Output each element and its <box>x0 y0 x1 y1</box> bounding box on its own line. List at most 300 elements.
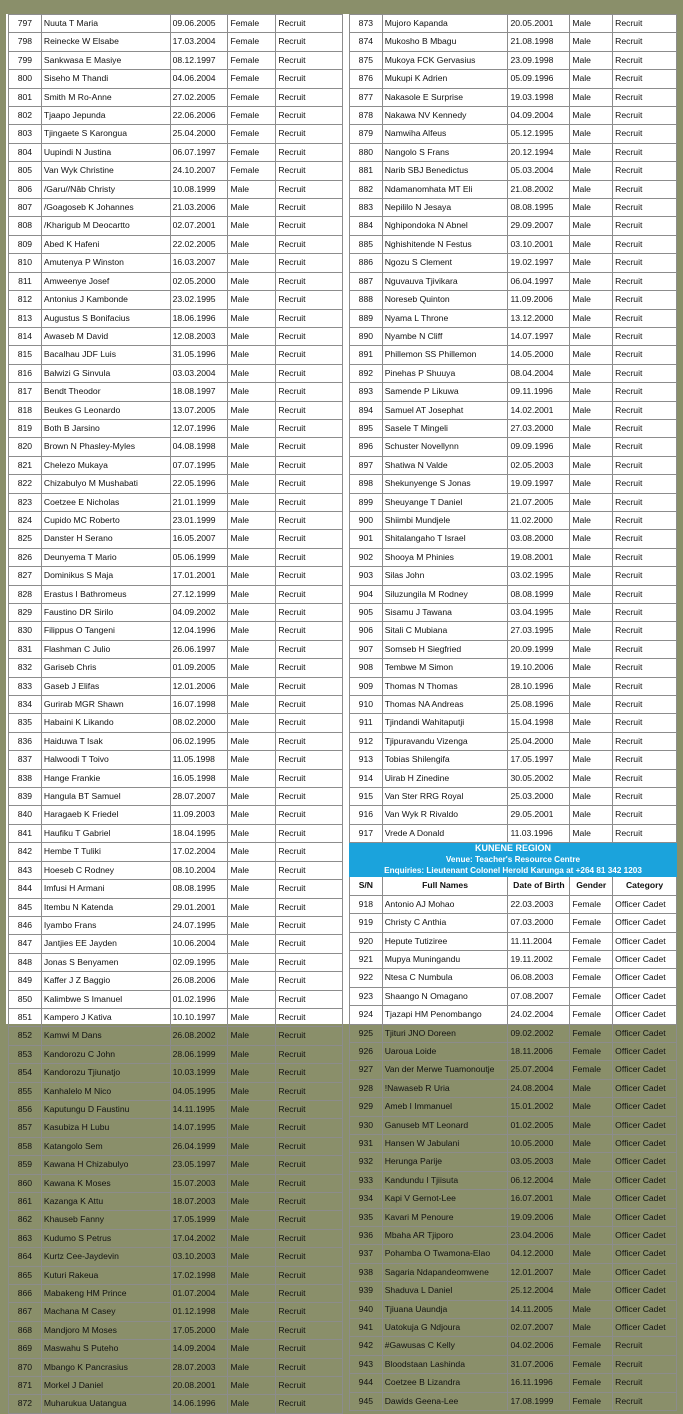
full-name-cell: Kasubiza H Lubu <box>41 1119 170 1137</box>
table-row <box>350 932 677 950</box>
date-of-birth-cell: 18.08.1997 <box>170 383 228 401</box>
date-of-birth-cell: 24.02.2004 <box>508 1006 570 1024</box>
full-name-cell: Hembe T Tuliki <box>41 843 170 861</box>
date-of-birth-cell: 11.11.2004 <box>508 932 570 950</box>
full-name-cell: Tjindandi Wahitaputji <box>382 714 508 732</box>
full-name-cell: Kazanga K Attu <box>41 1193 170 1211</box>
full-name-cell: Kamwi M Dans <box>41 1027 170 1045</box>
category-cell: Recruit <box>276 548 343 566</box>
serial-number-cell: 930 <box>350 1116 383 1134</box>
table-row <box>9 604 343 622</box>
date-of-birth-cell: 01.12.1998 <box>170 1303 228 1321</box>
full-name-cell: Silas John <box>382 567 508 585</box>
date-of-birth-cell: 15.04.1998 <box>508 714 570 732</box>
date-of-birth-cell: 28.06.1999 <box>170 1045 228 1063</box>
table-row <box>350 769 677 787</box>
table-row <box>350 254 677 272</box>
serial-number-cell: 918 <box>350 895 383 913</box>
category-cell: Recruit <box>613 475 677 493</box>
serial-number-cell: 907 <box>350 640 383 658</box>
date-of-birth-cell: 08.12.1997 <box>170 51 228 69</box>
date-of-birth-cell: 09.11.1996 <box>508 383 570 401</box>
gender-cell: Male <box>570 419 613 437</box>
date-of-birth-cell: 15.01.2002 <box>508 1098 570 1116</box>
full-name-cell: Mukosho B Mbagu <box>382 33 508 51</box>
serial-number-cell: 931 <box>350 1134 383 1152</box>
gender-cell: Male <box>228 511 276 529</box>
gender-cell: Male <box>228 456 276 474</box>
date-of-birth-cell: 23.02.1995 <box>170 291 228 309</box>
gender-cell: Male <box>570 51 613 69</box>
category-cell: Recruit <box>276 272 343 290</box>
table-row <box>9 199 343 217</box>
gender-cell: Male <box>228 1156 276 1174</box>
serial-number-cell: 896 <box>350 438 383 456</box>
full-name-cell: Beukes G Leonardo <box>41 401 170 419</box>
table-row <box>9 1321 343 1339</box>
category-cell: Recruit <box>276 235 343 253</box>
date-of-birth-cell: 13.07.2005 <box>170 401 228 419</box>
gender-cell: Male <box>570 327 613 345</box>
serial-number-cell: 880 <box>350 143 383 161</box>
serial-number-cell: 833 <box>9 677 42 695</box>
gender-cell: Male <box>228 475 276 493</box>
date-of-birth-cell: 24.07.1995 <box>170 916 228 934</box>
serial-number-cell: 855 <box>9 1082 42 1100</box>
table-row <box>350 1134 677 1152</box>
full-name-cell: Reinecke W Elsabe <box>41 33 170 51</box>
full-name-cell: Chelezo Mukaya <box>41 456 170 474</box>
gender-cell: Male <box>570 1153 613 1171</box>
category-cell: Officer Cadet <box>613 895 677 913</box>
gender-cell: Male <box>570 456 613 474</box>
gender-cell: Male <box>228 751 276 769</box>
category-cell: Recruit <box>613 383 677 401</box>
date-of-birth-cell: 04.05.1995 <box>170 1082 228 1100</box>
category-cell: Officer Cadet <box>613 932 677 950</box>
gender-cell: Male <box>228 235 276 253</box>
gender-cell: Male <box>228 272 276 290</box>
serial-number-cell: 945 <box>350 1392 383 1410</box>
gender-cell: Male <box>570 107 613 125</box>
date-of-birth-cell: 10.08.1999 <box>170 180 228 198</box>
table-row <box>350 696 677 714</box>
full-name-cell: Coetzee B Lizandra <box>382 1374 508 1392</box>
date-of-birth-cell: 27.03.1995 <box>508 622 570 640</box>
date-of-birth-cell: 29.05.2001 <box>508 806 570 824</box>
category-cell: Recruit <box>276 1377 343 1395</box>
category-cell: Recruit <box>613 217 677 235</box>
full-name-cell: Machana M Casey <box>41 1303 170 1321</box>
gender-cell: Male <box>228 1174 276 1192</box>
serial-number-cell: 867 <box>9 1303 42 1321</box>
full-name-cell: Katangolo Sem <box>41 1137 170 1155</box>
serial-number-cell: 835 <box>9 714 42 732</box>
category-cell: Recruit <box>276 788 343 806</box>
full-name-cell: Phillemon SS Phillemon <box>382 346 508 364</box>
serial-number-cell: 921 <box>350 950 383 968</box>
date-of-birth-cell: 22.02.2005 <box>170 235 228 253</box>
serial-number-cell: 841 <box>9 824 42 842</box>
serial-number-cell: 838 <box>9 769 42 787</box>
table-row <box>350 950 677 968</box>
gender-cell: Female <box>570 950 613 968</box>
header-sn: S/N <box>350 877 383 895</box>
full-name-cell: Haragaeb K Friedel <box>41 806 170 824</box>
date-of-birth-cell: 14.06.1996 <box>170 1395 228 1413</box>
table-row <box>9 1008 343 1026</box>
gender-cell: Female <box>228 162 276 180</box>
gender-cell: Female <box>228 143 276 161</box>
serial-number-cell: 807 <box>9 199 42 217</box>
date-of-birth-cell: 11.02.2000 <box>508 511 570 529</box>
gender-cell: Male <box>570 438 613 456</box>
serial-number-cell: 854 <box>9 1064 42 1082</box>
serial-number-cell: 914 <box>350 769 383 787</box>
serial-number-cell: 906 <box>350 622 383 640</box>
gender-cell: Male <box>228 788 276 806</box>
category-cell: Recruit <box>613 1355 677 1373</box>
date-of-birth-cell: 01.02.2005 <box>508 1116 570 1134</box>
category-cell: Recruit <box>613 272 677 290</box>
table-row <box>350 1190 677 1208</box>
serial-number-cell: 925 <box>350 1024 383 1042</box>
date-of-birth-cell: 17.03.2004 <box>170 33 228 51</box>
table-row <box>9 935 343 953</box>
category-cell: Recruit <box>613 751 677 769</box>
full-name-cell: Samuel AT Josephat <box>382 401 508 419</box>
serial-number-cell: 919 <box>350 914 383 932</box>
gender-cell: Male <box>570 15 613 33</box>
full-name-cell: Cupido MC Roberto <box>41 511 170 529</box>
table-row <box>9 1340 343 1358</box>
date-of-birth-cell: 03.02.1995 <box>508 567 570 585</box>
table-row <box>350 475 677 493</box>
full-name-cell: Gurirab MGR Shawn <box>41 696 170 714</box>
category-cell: Officer Cadet <box>613 1171 677 1189</box>
gender-cell: Male <box>228 327 276 345</box>
gender-cell: Male <box>228 346 276 364</box>
serial-number-cell: 817 <box>9 383 42 401</box>
table-row <box>9 254 343 272</box>
category-cell: Recruit <box>276 511 343 529</box>
full-name-cell: Herunga Parije <box>382 1153 508 1171</box>
gender-cell: Male <box>570 1300 613 1318</box>
gender-cell: Male <box>570 1079 613 1097</box>
date-of-birth-cell: 16.05.2007 <box>170 530 228 548</box>
date-of-birth-cell: 25.03.2000 <box>508 788 570 806</box>
date-of-birth-cell: 17.05.1997 <box>508 751 570 769</box>
category-cell: Recruit <box>276 1358 343 1376</box>
date-of-birth-cell: 24.10.2007 <box>170 162 228 180</box>
serial-number-cell: 868 <box>9 1321 42 1339</box>
table-row <box>9 585 343 603</box>
full-name-cell: Dominikus S Maja <box>41 567 170 585</box>
table-row <box>9 1193 343 1211</box>
serial-number-cell: 944 <box>350 1374 383 1392</box>
date-of-birth-cell: 06.12.2004 <box>508 1171 570 1189</box>
category-cell: Officer Cadet <box>613 1079 677 1097</box>
category-cell: Recruit <box>613 143 677 161</box>
gender-cell: Male <box>570 824 613 842</box>
date-of-birth-cell: 04.12.2000 <box>508 1245 570 1263</box>
full-name-cell: Iyambo Frans <box>41 916 170 934</box>
table-row <box>9 291 343 309</box>
date-of-birth-cell: 12.07.1996 <box>170 419 228 437</box>
serial-number-cell: 847 <box>9 935 42 953</box>
full-name-cell: Nguvauva Tjivikara <box>382 272 508 290</box>
full-name-cell: Shatiwa N Valde <box>382 456 508 474</box>
gender-cell: Male <box>570 493 613 511</box>
date-of-birth-cell: 04.06.2004 <box>170 70 228 88</box>
gender-cell: Male <box>228 769 276 787</box>
region-header <box>350 843 677 895</box>
serial-number-cell: 860 <box>9 1174 42 1192</box>
table-row <box>9 1248 343 1266</box>
category-cell: Recruit <box>276 107 343 125</box>
gender-cell: Male <box>570 548 613 566</box>
serial-number-cell: 913 <box>350 751 383 769</box>
gender-cell: Male <box>228 1100 276 1118</box>
category-cell: Officer Cadet <box>613 1098 677 1116</box>
gender-cell: Female <box>570 1006 613 1024</box>
category-cell: Recruit <box>276 1248 343 1266</box>
date-of-birth-cell: 04.02.2006 <box>508 1337 570 1355</box>
gender-cell: Male <box>570 511 613 529</box>
full-name-cell: /Garu//Nâb Christy <box>41 180 170 198</box>
gender-cell: Male <box>228 291 276 309</box>
full-name-cell: Haiduwa T Isak <box>41 732 170 750</box>
category-cell: Recruit <box>276 180 343 198</box>
table-row <box>350 364 677 382</box>
category-cell: Recruit <box>276 217 343 235</box>
gender-cell: Male <box>570 1282 613 1300</box>
table-row <box>350 1079 677 1097</box>
header-gender: Gender <box>570 877 613 895</box>
gender-cell: Male <box>570 788 613 806</box>
full-name-cell: Narib SBJ Benedictus <box>382 162 508 180</box>
serial-number-cell: 856 <box>9 1100 42 1118</box>
category-cell: Recruit <box>276 604 343 622</box>
category-cell: Recruit <box>613 125 677 143</box>
serial-number-cell: 920 <box>350 932 383 950</box>
full-name-cell: Shooya M Phinies <box>382 548 508 566</box>
table-row <box>350 419 677 437</box>
date-of-birth-cell: 14.02.2001 <box>508 401 570 419</box>
full-name-cell: Thomas NA Andreas <box>382 696 508 714</box>
table-row <box>9 1266 343 1284</box>
category-cell: Recruit <box>613 180 677 198</box>
date-of-birth-cell: 05.03.2004 <box>508 162 570 180</box>
gender-cell: Male <box>228 1358 276 1376</box>
table-row <box>9 51 343 69</box>
gender-cell: Male <box>228 1248 276 1266</box>
serial-number-cell: 869 <box>9 1340 42 1358</box>
full-name-cell: Van Ster RRG Royal <box>382 788 508 806</box>
date-of-birth-cell: 16.07.1998 <box>170 696 228 714</box>
category-cell: Recruit <box>276 622 343 640</box>
table-row <box>350 1392 677 1410</box>
table-row <box>9 1377 343 1395</box>
full-name-cell: Uatokuja G Ndjoura <box>382 1319 508 1337</box>
category-cell: Recruit <box>613 327 677 345</box>
category-cell: Recruit <box>276 493 343 511</box>
date-of-birth-cell: 14.11.2005 <box>508 1300 570 1318</box>
table-row <box>9 1027 343 1045</box>
gender-cell: Male <box>228 696 276 714</box>
table-row <box>350 493 677 511</box>
gender-cell: Male <box>570 272 613 290</box>
gender-cell: Male <box>570 235 613 253</box>
full-name-cell: Coetzee E Nicholas <box>41 493 170 511</box>
table-row <box>9 162 343 180</box>
gender-cell: Male <box>228 1340 276 1358</box>
serial-number-cell: 891 <box>350 346 383 364</box>
table-row <box>9 88 343 106</box>
serial-number-cell: 831 <box>9 640 42 658</box>
serial-number-cell: 888 <box>350 291 383 309</box>
serial-number-cell: 800 <box>9 70 42 88</box>
serial-number-cell: 889 <box>350 309 383 327</box>
serial-number-cell: 886 <box>350 254 383 272</box>
full-name-cell: Mabakeng HM Prince <box>41 1285 170 1303</box>
full-name-cell: Vrede A Donald <box>382 824 508 842</box>
serial-number-cell: 892 <box>350 364 383 382</box>
full-name-cell: Hangula BT Samuel <box>41 788 170 806</box>
full-name-cell: Bacalhau JDF Luis <box>41 346 170 364</box>
category-cell: Recruit <box>613 659 677 677</box>
date-of-birth-cell: 14.11.1995 <box>170 1100 228 1118</box>
category-cell: Recruit <box>276 1395 343 1413</box>
date-of-birth-cell: 14.05.2000 <box>508 346 570 364</box>
serial-number-cell: 842 <box>9 843 42 861</box>
full-name-cell: Uirab H Zinedine <box>382 769 508 787</box>
table-row <box>350 987 677 1005</box>
full-name-cell: Hoeseb C Rodney <box>41 861 170 879</box>
table-row <box>9 419 343 437</box>
category-cell: Recruit <box>276 438 343 456</box>
serial-number-cell: 912 <box>350 732 383 750</box>
category-cell: Recruit <box>276 953 343 971</box>
category-cell: Recruit <box>613 567 677 585</box>
gender-cell: Male <box>570 585 613 603</box>
serial-number-cell: 827 <box>9 567 42 585</box>
table-row <box>9 972 343 990</box>
serial-number-cell: 911 <box>350 714 383 732</box>
gender-cell: Male <box>570 475 613 493</box>
category-cell: Recruit <box>276 916 343 934</box>
gender-cell: Male <box>570 640 613 658</box>
full-name-cell: Mujoro Kapanda <box>382 15 508 33</box>
category-cell: Recruit <box>276 346 343 364</box>
table-row <box>9 751 343 769</box>
full-name-cell: Mbaha AR Tjiporo <box>382 1227 508 1245</box>
gender-cell: Male <box>228 824 276 842</box>
date-of-birth-cell: 14.09.2004 <box>170 1340 228 1358</box>
serial-number-cell: 804 <box>9 143 42 161</box>
category-cell: Recruit <box>276 585 343 603</box>
table-row <box>9 33 343 51</box>
table-row <box>350 1024 677 1042</box>
category-cell: Recruit <box>613 806 677 824</box>
full-name-cell: Tobias Shilengifa <box>382 751 508 769</box>
table-row <box>350 291 677 309</box>
category-cell: Recruit <box>276 751 343 769</box>
serial-number-cell: 826 <box>9 548 42 566</box>
full-name-cell: Gaseb J Elifas <box>41 677 170 695</box>
full-name-cell: #Gawusas C Kelly <box>382 1337 508 1355</box>
table-row <box>350 567 677 585</box>
date-of-birth-cell: 06.07.1997 <box>170 143 228 161</box>
table-row <box>9 1082 343 1100</box>
full-name-cell: Smith M Ro-Anne <box>41 88 170 106</box>
full-name-cell: Namwiha Alfeus <box>382 125 508 143</box>
table-row <box>350 383 677 401</box>
category-cell: Recruit <box>276 1064 343 1082</box>
table-row <box>9 475 343 493</box>
full-name-cell: Sheuyange T Daniel <box>382 493 508 511</box>
table-row <box>350 914 677 932</box>
date-of-birth-cell: 12.01.2007 <box>508 1263 570 1281</box>
gender-cell: Male <box>228 254 276 272</box>
category-cell: Recruit <box>276 843 343 861</box>
full-name-cell: Sisamu J Tawana <box>382 604 508 622</box>
category-cell: Recruit <box>276 364 343 382</box>
table-row <box>9 1211 343 1229</box>
serial-number-cell: 902 <box>350 548 383 566</box>
category-cell: Recruit <box>276 898 343 916</box>
date-of-birth-cell: 08.08.1999 <box>508 585 570 603</box>
category-cell: Recruit <box>613 640 677 658</box>
date-of-birth-cell: 18.04.1995 <box>170 824 228 842</box>
table-row <box>9 843 343 861</box>
gender-cell: Male <box>570 217 613 235</box>
column-headers <box>350 877 677 895</box>
full-name-cell: Dawids Geena-Lee <box>382 1392 508 1410</box>
gender-cell: Male <box>228 1377 276 1395</box>
gender-cell: Male <box>228 548 276 566</box>
date-of-birth-cell: 05.12.1995 <box>508 125 570 143</box>
date-of-birth-cell: 01.02.1996 <box>170 990 228 1008</box>
gender-cell: Male <box>228 1321 276 1339</box>
full-name-cell: Tembwe M Simon <box>382 659 508 677</box>
full-name-cell: Halwoodi T Toivo <box>41 751 170 769</box>
full-name-cell: Nghishitende N Festus <box>382 235 508 253</box>
table-row <box>350 732 677 750</box>
table-row <box>9 696 343 714</box>
table-row <box>9 1395 343 1413</box>
serial-number-cell: 903 <box>350 567 383 585</box>
full-name-cell: Kandundu I Tjiisuta <box>382 1171 508 1189</box>
gender-cell: Male <box>570 1116 613 1134</box>
date-of-birth-cell: 21.07.2005 <box>508 493 570 511</box>
table-row <box>350 640 677 658</box>
date-of-birth-cell: 01.09.2005 <box>170 659 228 677</box>
table-row <box>350 788 677 806</box>
date-of-birth-cell: 07.03.2000 <box>508 914 570 932</box>
full-name-cell: Kandorozu C John <box>41 1045 170 1063</box>
table-row <box>350 235 677 253</box>
serial-number-cell: 840 <box>9 806 42 824</box>
gender-cell: Male <box>228 880 276 898</box>
serial-number-cell: 884 <box>350 217 383 235</box>
date-of-birth-cell: 20.05.2001 <box>508 15 570 33</box>
document-sheet <box>6 14 677 1409</box>
category-cell: Recruit <box>276 1303 343 1321</box>
serial-number-cell: 803 <box>9 125 42 143</box>
date-of-birth-cell: 04.09.2002 <box>170 604 228 622</box>
gender-cell: Male <box>570 364 613 382</box>
